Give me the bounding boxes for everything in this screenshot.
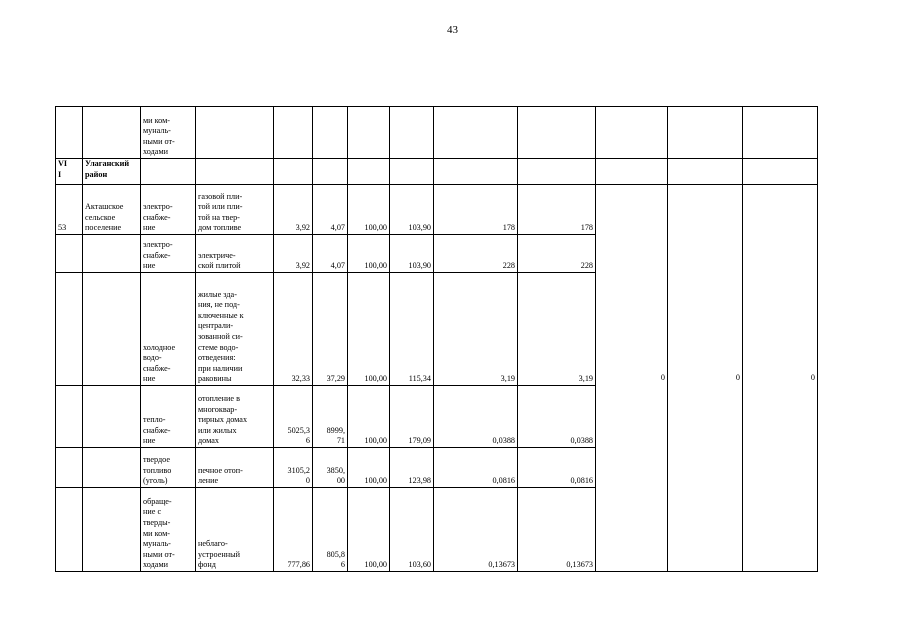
value-cell: 4,07: [313, 185, 348, 235]
service-cell: электро- снабже- ние: [141, 185, 196, 235]
value-cell: 178: [518, 185, 596, 235]
value-cell: 100,00: [348, 235, 390, 273]
value-cell: 777,86: [274, 488, 313, 572]
page-number: 43: [447, 24, 458, 36]
section-name: Улаганский район: [83, 159, 141, 185]
settlement-number: 53: [56, 185, 83, 235]
value-cell: 8999, 71: [313, 386, 348, 448]
value-cell: 228: [434, 235, 518, 273]
value-cell: 103,90: [390, 235, 434, 273]
value-cell: 123,98: [390, 448, 434, 488]
table-row: [56, 107, 818, 159]
value-cell: 3,92: [274, 235, 313, 273]
value-cell: 228: [518, 235, 596, 273]
value-cell: 0,0388: [434, 386, 518, 448]
value-cell: 0,0816: [434, 448, 518, 488]
section-number: VI I: [56, 159, 83, 185]
table-row: [56, 185, 818, 235]
value-cell: 100,00: [348, 273, 390, 386]
value-cell: 805,8 6: [313, 488, 348, 572]
settlement-name: Акташское сельское поселение: [83, 185, 141, 235]
value-cell: 0,0388: [518, 386, 596, 448]
consumer-cell: неблаго- устроенный фонд: [196, 488, 274, 572]
service-cell: тепло- снабже- ние: [141, 386, 196, 448]
consumer-cell: отопление в многоквар- тирных домах или жилых домах: [196, 386, 274, 448]
value-cell: 178: [434, 185, 518, 235]
value-cell: 37,29: [313, 273, 348, 386]
tariff-table: [55, 106, 818, 572]
value-cell: 5025,3 6: [274, 386, 313, 448]
value-cell: 100,00: [348, 185, 390, 235]
value-cell: 179,09: [390, 386, 434, 448]
consumer-cell: жилые зда- ния, не под- ключенные к централи- зованной си- стеме водо- отведения: при наличии раковины: [196, 273, 274, 386]
value-cell: 0,0816: [518, 448, 596, 488]
merged-value-1: 0: [596, 185, 668, 572]
section-row: [56, 159, 818, 185]
value-cell: 3105,2 0: [274, 448, 313, 488]
merged-value-2: 0: [668, 185, 743, 572]
value-cell: 103,60: [390, 488, 434, 572]
service-cell: холодное водо- снабже- ние: [141, 273, 196, 386]
value-cell: 32,33: [274, 273, 313, 386]
value-cell: 115,34: [390, 273, 434, 386]
value-cell: 103,90: [390, 185, 434, 235]
continuation-service: ми ком- муналь- ными от- ходами: [141, 107, 196, 159]
value-cell: 100,00: [348, 488, 390, 572]
merged-value-3: 0: [743, 185, 818, 572]
value-cell: 3850, 00: [313, 448, 348, 488]
consumer-cell: электриче- ской плитой: [196, 235, 274, 273]
service-cell: твердое топливо (уголь): [141, 448, 196, 488]
value-cell: 3,19: [434, 273, 518, 386]
value-cell: 0,13673: [518, 488, 596, 572]
value-cell: 100,00: [348, 386, 390, 448]
consumer-cell: газовой пли- той или пли- той на твер- дом топливе: [196, 185, 274, 235]
value-cell: 4,07: [313, 235, 348, 273]
value-cell: 100,00: [348, 448, 390, 488]
consumer-cell: печное отоп- ление: [196, 448, 274, 488]
value-cell: 0,13673: [434, 488, 518, 572]
value-cell: 3,19: [518, 273, 596, 386]
service-cell: обраще- ние с тверды- ми ком- муналь- ными от- ходами: [141, 488, 196, 572]
service-cell: электро- снабже- ние: [141, 235, 196, 273]
value-cell: 3,92: [274, 185, 313, 235]
